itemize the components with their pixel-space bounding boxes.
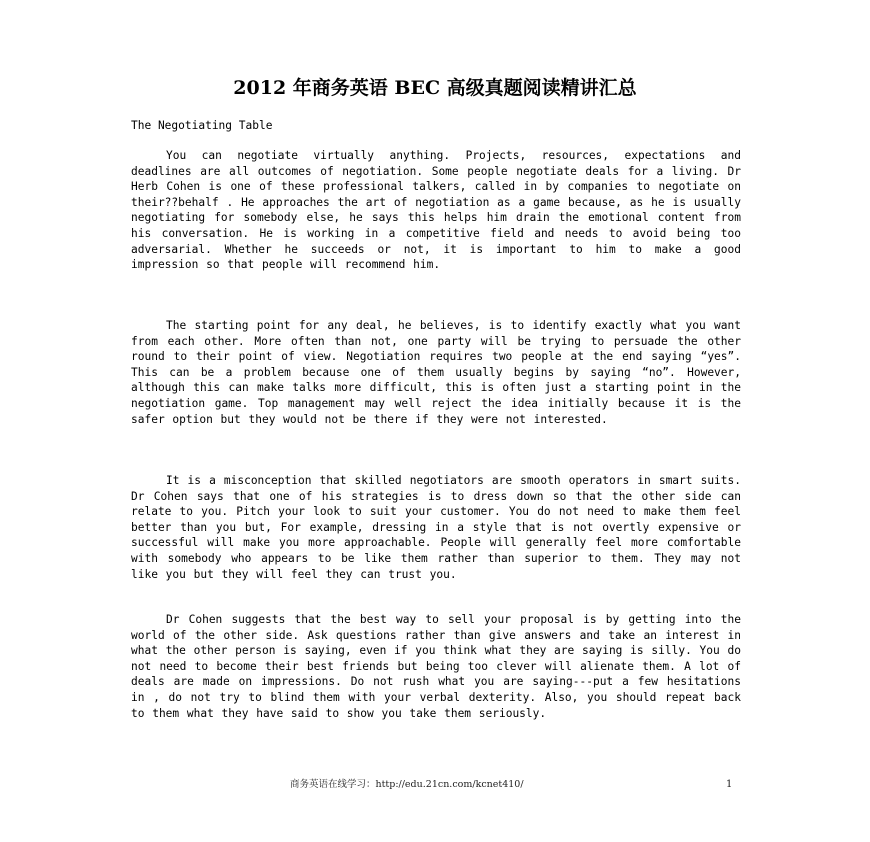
footer-text: 商务英语在线学习：http://edu.21cn.com/kcnet410/ xyxy=(290,779,524,790)
paragraph-3: It is a misconception that skilled negotiators are smooth operators in smart suits. Dr Cohen says that one of his strategies is to dress down so that the other side can relate to you. Pitch your look to suit your customer. You do not need to make them feel better than you but, For example, dressing in a style that is not overtly expensive or successful will make you more approachable. People will generally feel more comfortable with somebody who appears to be like them rather than superior to them. They may not like you but they will feel they can trust you. xyxy=(131,474,741,581)
page-number: 1 xyxy=(726,779,733,790)
document-title: 2012 年商务英语 BEC 高级真题阅读精讲汇总 xyxy=(233,77,637,99)
paragraph-1: You can negotiate virtually anything. Projects, resources, expectations and deadlines are all outcomes of negotiation. Some people negotiate deals for a living. Dr Herb Cohen is one of these professional talkers, called in by companies to negotiate on their??behalf . He approaches the art of negotiation as a game because, as he is usually negotiating for somebody else, he says this helps him drain the emotional content from his conversation. He is working in a competitive field and needs to avoid being too adversarial. Whether he succeeds or not, it is important to him to make a good impression so that people will recommend him. xyxy=(131,149,741,272)
paragraph-2: The starting point for any deal, he believes, is to identify exactly what you want from each other. More often than not, one party will be trying to persuade the other round to their point of view. Negotiation requires two people at the end saying “yes”. This can be a problem because one of them usually begins by saying “no”. However, although this can make talks more difficult, this is often just a starting point in the negotiation game. Top management may well reject the idea initially because it is the safer option but they would not be there if they were not interested. xyxy=(131,319,741,426)
article-heading: The Negotiating Table xyxy=(131,119,273,132)
paragraph-4: Dr Cohen suggests that the best way to sell your proposal is by getting into the world of the other side. Ask questions rather than give answers and take an interest in what the other person is saying, even if you think what they are saying is silly. You do not need to become their best friends but being too clever will alienate them. A lot of deals are made on impressions. Do not rush what you are saying---put a few hesitations in , do not try to blind them with your verbal dexterity. Also, you should repeat back to them what they have said to show you take them seriously. xyxy=(131,613,741,720)
